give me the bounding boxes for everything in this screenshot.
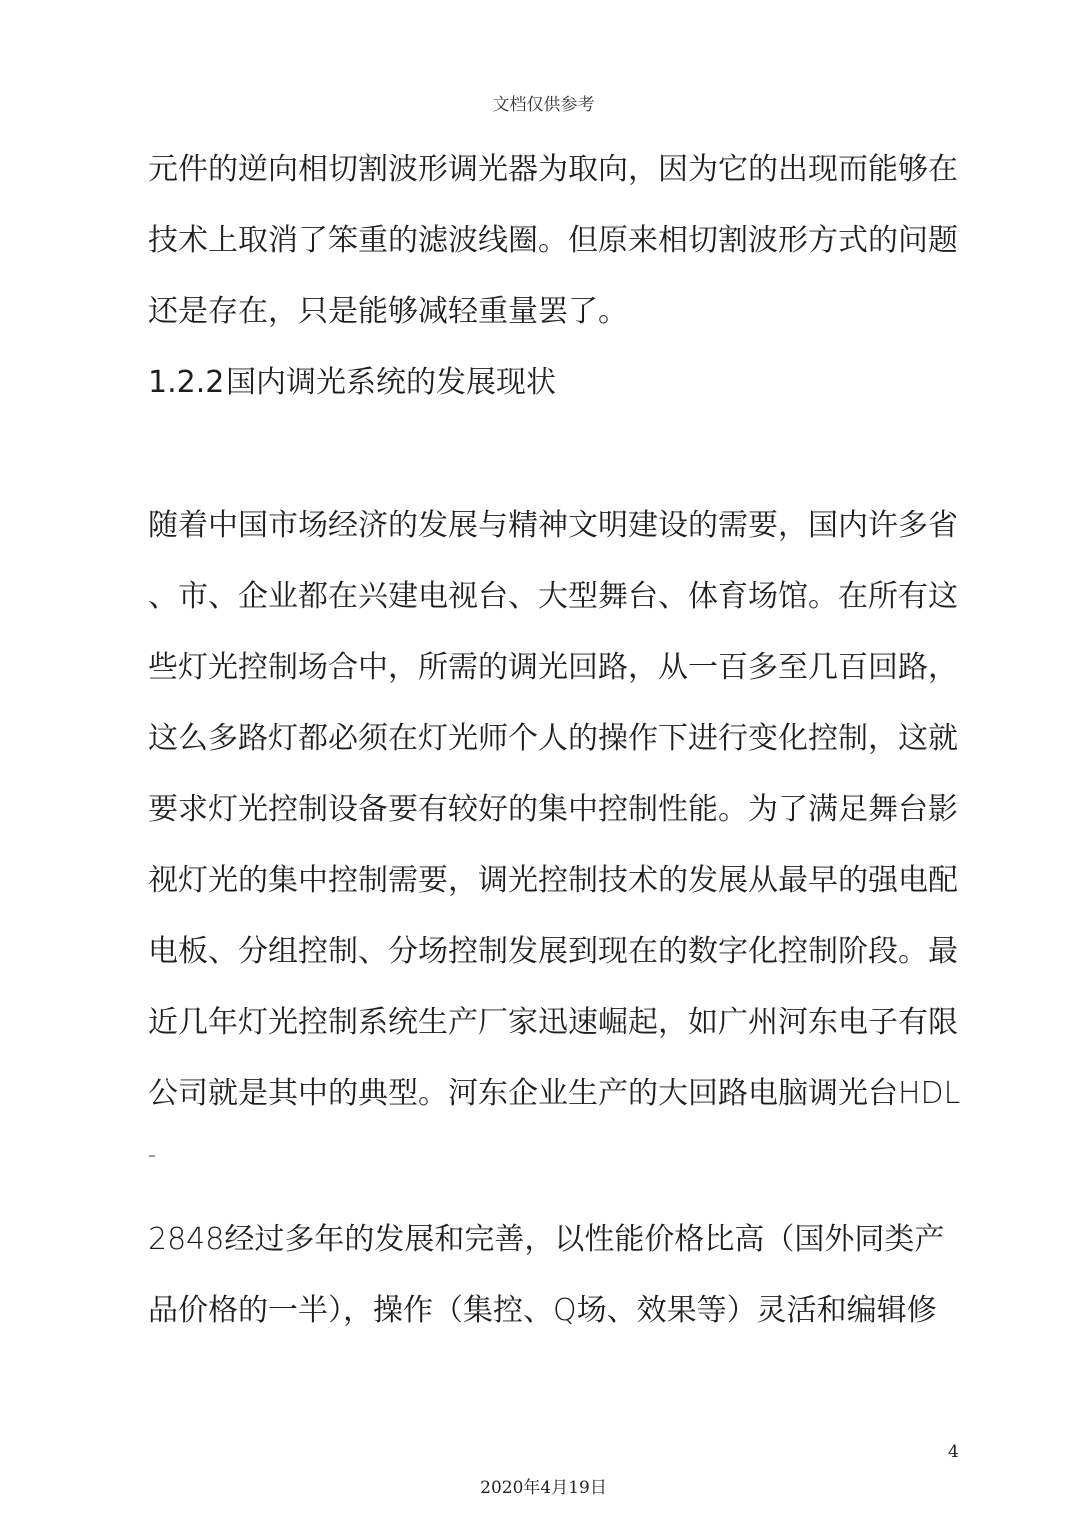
paragraph-line: 这么多路灯都必须在灯光师个人的操作下进行变化控制，这就 [148, 721, 958, 756]
paragraph-line: 品价格的一半），操作（集控、Q场、效果等）灵活和编辑修 [148, 1293, 937, 1328]
paragraph-line: 还是存在，只是能够减轻重量罢了。 [148, 294, 628, 329]
paragraph-line: 、市、企业都在兴建电视台、大型舞台、体育场馆。在所有这 [148, 579, 958, 614]
paragraph-line: 视灯光的集中控制需要，调光控制技术的发展从最早的强电配 [148, 863, 958, 898]
section-heading [148, 365, 968, 401]
footer-date: 2020年4月19日 [480, 1478, 607, 1498]
paragraph-line: - [148, 1143, 156, 1168]
paragraph-line: 随着中国市场经济的发展与精神文明建设的需要，国内许多省 [148, 508, 958, 543]
paragraph-line: 近几年灯光控制系统生产厂家迅速崛起，如广州河东电子有限 [148, 1005, 958, 1040]
header-note: 文档仅供参考 [492, 95, 595, 115]
paragraph-line: 电板、分组控制、分场控制发展到现在的数字化控制阶段。最 [148, 934, 958, 969]
paragraph-line: 些灯光控制场合中，所需的调光回路，从一百多至几百回路， [148, 650, 958, 685]
paragraph-line: 公司就是其中的典型。河东企业生产的大回路电脑调光台HDL [148, 1076, 961, 1111]
section-number: 1.2.2 [148, 365, 225, 400]
page-number: 4 [948, 1442, 959, 1462]
section-title: 国内调光系统的发展现状 [226, 365, 556, 400]
paragraph-line: 元件的逆向相切割波形调光器为取向，因为它的出现而能够在 [148, 152, 958, 187]
paragraph-line: 2848经过多年的发展和完善，以性能价格比高（国外同类产 [148, 1222, 945, 1257]
paragraph-line: 要求灯光控制设备要有较好的集中控制性能。为了满足舞台影 [148, 792, 958, 827]
paragraph-line: 技术上取消了笨重的滤波线圈。但原来相切割波形方式的问题 [148, 223, 958, 258]
